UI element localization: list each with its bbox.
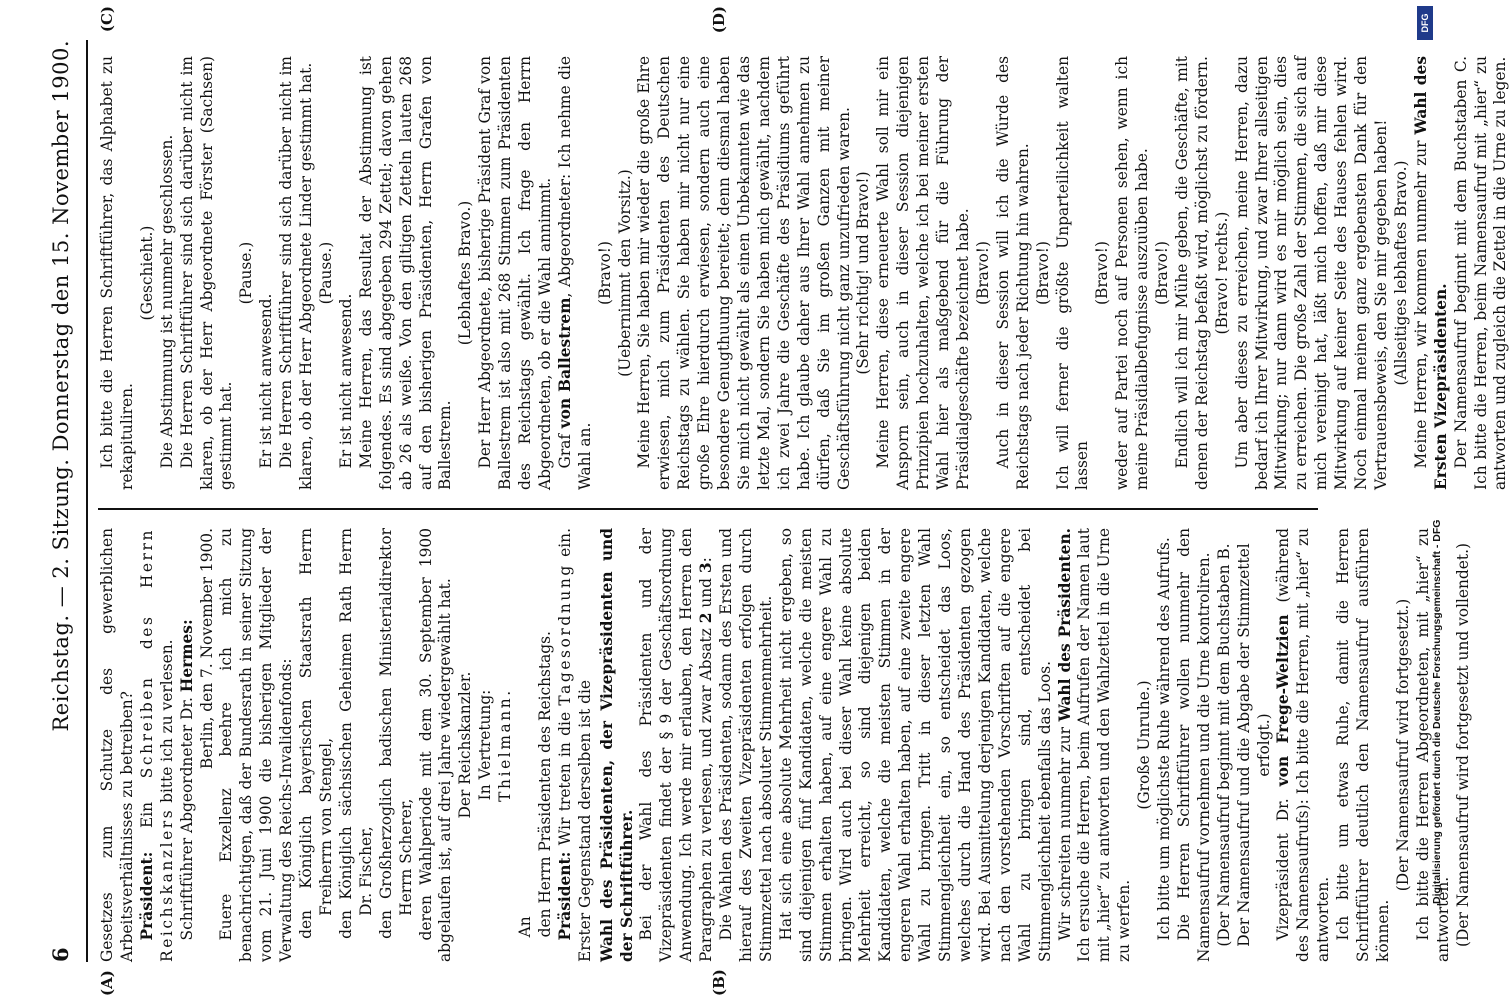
letter-signature-note: In Vertretung: (476, 689, 495, 801)
paragraph: Ich will ferner die größte Unparteilichkeit walten lassen (1053, 56, 1092, 490)
margin-marker-b: (B) (710, 969, 728, 996)
page-header (48, 40, 78, 962)
margin-marker-d: (D) (710, 6, 728, 34)
stage-note: (Geschieht.) (137, 225, 156, 321)
paragraph: Die Herren Schriftführer sind sich darüber nicht im klaren, ob der Herr Abgeordnete Linder gestimmt hat. (277, 56, 316, 490)
paragraph: Endlich will ich mir Mühe geben, die Geschäfte, mit denen der Reichstag befaßt wird, möglichst zu fördern. (1172, 56, 1211, 490)
paragraph: Der Herr Abgeordnete, bisherige Präsident Graf von Ballestrem ist also mit 268 Stimmen zum Präsidenten des Reichstags gewählt. Ich frage den Herrn Abgeordneten, ob er die Wahl annimmt. (476, 56, 554, 490)
spaced-term: Schreiben des Herrn Reichskanzlers (137, 528, 176, 962)
paragraph: Auch in dieser Session will ich die Würde des Reichstags nach jeder Richtung hin wahren. (993, 56, 1032, 490)
column-divider (98, 508, 1318, 510)
paragraph: Die Herren Schriftführer wollen nunmehr den Namensaufruf vornehmen und die Urne kontroliren. (1174, 528, 1213, 962)
agenda-heading: Wahl des Präsidenten, der Vizepräsidenten und der Schriftführer. (597, 528, 636, 962)
stage-note: (Bravo!) (1033, 241, 1052, 305)
quoted-rule: Hat sich eine absolute Mehrheit nicht ergeben, so sind diejenigen fünf Kandidaten, welche die meisten Stimmen erhalten haben, auf eine engere Wahl zu bringen. Wird auch bei dieser Wahl keine absolute Mehrheit erreicht, so sind diejenigen beiden Kandidaten, welche die meisten Stimmen in der engeren Wahl erhalten haben, auf eine zweite engere Wahl zu bringen. Tritt in dieser letzten Wahl Stimmengleichheit ein, so entscheidet das Loos, welches durch die Hand des Präsidenten gezogen wird. Bei Ausmittelung derjenigen Kandidaten, welche nach den vorstehenden Vorschriften auf die engere Wahl zu bringen sind, entscheidet bei Stimmengleichheit ebenfalls das Loos. (776, 528, 1054, 962)
stage-note: (Bravo!) (1153, 241, 1172, 305)
paragraph: Bei der Wahl des Präsidenten und der Vizepräsidenten findet der § 9 der Geschäftsordnung Anwendung. Ich werde mir erlauben, den Herren den Paragraphen zu verlesen, und zwar Absatz 2 und 3: (637, 528, 716, 962)
paragraph: Die Abstimmung ist nunmehr geschlossen. (157, 134, 176, 469)
letter-signature-name: Thielmann. (496, 688, 515, 802)
letter-list-item: den Großherzoglich badischen Ministerialdirektor Herrn Scherer, (376, 528, 415, 939)
paragraph: Meine Herren, diese erneuerte Wahl soll mir ein Ansporn sein, auch in dieser Session diejenigen Prinzipien hochzuhalten, welche ich bei meiner ersten Wahl hier als maßgebend für die Führung der Präsidialgeschäfte bezeichnet habe. (874, 56, 972, 490)
speaker: Präsident: (555, 851, 574, 941)
letter-dateline: Berlin, den 7. November 1900. (197, 528, 216, 770)
paragraph: Meine Herren, Sie haben mir wieder die große Ehre erwiesen, mich zum Präsidenten des Deutschen Reichstags zu wählen. Sie haben mir nicht nur eine große Ehre hierdurch erwiesen, sondern auch eine besondere Genugthuung bereitet; denn diesmal haben Sie mich nicht gewählt als einen Unbekannten wie das letzte Mal, sondern Sie haben mich gewählt, nachdem ich zwei Jahre die Geschäfte des Präsidiums geführt habe. Ich glaube daher aus Ihrer Wahl annehmen zu dürfen, daß Sie im großen Ganzen mit meiner Geschäftsführung nicht ganz unzufrieden waren. (635, 56, 853, 490)
paragraph: Wir schreiten nunmehr zur Wahl des Präsidenten. Ich ersuche die Herren, beim Aufrufen der Namen laut mit „hier“ zu antworten und den Wahlzettel in die Urne zu werfen. (1055, 528, 1134, 962)
paragraph: Der Namensaufruf beginnt mit dem Buchstaben C. Ich bitte die Herren, beim Namensaufruf mit „hier“ zu antworten und zugleich die Zettel in die Urne zu legen. (1451, 56, 1510, 490)
paragraph: Ich bitte die Herren Abgeordneten, mit „hier“ zu antworten. (1413, 528, 1452, 962)
paragraph: Präsident: Ein Schreiben des Herrn Reichskanzlers bitte ich zu verlesen. (137, 528, 176, 962)
emphasis: Wahl des Präsidenten. (1055, 528, 1074, 722)
margin-marker-a: (A) (98, 970, 116, 996)
stage-note: (Bravo! rechts.) (1212, 211, 1231, 335)
stage-note: (Allseitiges lebhaftes Bravo.) (1391, 160, 1410, 386)
paragraph: Meine Herren, das Resultat der Abstimmung ist folgendes. Es sind abgegeben 294 Zettel; davon gehen ab 26 als weiße. Von den giltigen Zetteln lauten 268 auf den bisherigen Präsidenten, Herrn Grafen von Ballestrem. (356, 56, 455, 490)
stage-note: (Bravo!) (1093, 241, 1112, 305)
spaced-term: Tagesordnung (555, 563, 574, 706)
stage-note: (Pause.) (237, 241, 256, 305)
dfg-logo: DFG (1417, 6, 1433, 40)
paragraph: Meine Herren, wir kommen nunmehr zur Wahl des Ersten Vizepräsidenten. (1411, 56, 1450, 490)
page-number: 6 (48, 946, 73, 962)
stage-note: (Sehr richtig! und Bravo!) (854, 171, 873, 375)
letter-address: den Herrn Präsidenten des Reichstags. (535, 631, 554, 938)
letter-list-item: den Königlich sächsischen Geheimen Rath Herrn Dr. Fischer, (336, 528, 375, 939)
quoted-rule: Die Wahlen des Präsidenten, sodann des Ersten und hierauf des Zweiten Vizepräsidenten erfolgen durch Stimmzettel nach absoluter Stimmenmehrheit. (717, 528, 775, 962)
right-column (98, 55, 1510, 508)
letter-paragraph: deren Wahlperiode mit dem 30. September 1900 abgelaufen ist, auf drei Jahre wiedergewählt hat. (416, 528, 455, 962)
speaker: von Frege-Weltzien (1274, 614, 1293, 787)
paragraph: Er ist nicht anwesend. (336, 293, 355, 469)
paragraph: Graf von Ballestrem, Abgeordneter: Ich nehme die Wahl an. (555, 55, 594, 490)
paragraph: Vizepräsident Dr. von Frege-Weltzien (während des Namensaufrufs): Ich bitte die Herren, mit „hier“ zu antworten. (1274, 528, 1333, 962)
speaker: Präsident: (137, 851, 156, 941)
letter-signature-role: Der Reichskanzler. (456, 671, 475, 819)
paragraph: weder auf Partei noch auf Personen sehen, wenn ich meine Präsidialbefugnisse auszuüben habe. (1113, 56, 1152, 490)
letter-list-item: den Königlich bayerischen Staatsrath Herrn Freiherrn von Stengel, (297, 528, 335, 939)
paragraph: Ich bitte um etwas Ruhe, damit die Herren Schriftführer deutlich den Namensaufruf ausführen können. (1334, 528, 1392, 962)
speaker: Hermes: (177, 619, 196, 693)
paragraph: Gesetzes zum Schutze des gewerblichen Arbeitsverhältnisses zu betreiben? (98, 528, 136, 962)
stage-note: (Große Unruhe.) (1135, 680, 1154, 810)
stage-note: (Der Namensaufruf wird fortgesetzt.) (1393, 598, 1412, 892)
stage-note: (Bravo!) (973, 241, 992, 305)
stage-note: (Der Namensaufruf wird fortgesetzt und vollendet.) (1453, 543, 1472, 947)
header-rule (86, 40, 88, 962)
paragraph: Um aber dieses zu erreichen, meine Herren, dazu bedarf ich Ihrer Mitwirkung, und zwar Ihrer allseitigen Mitwirkung; nur dann wird es mir möglich sein, dies zu erreichen. Die große Zahl der Stimmen, die sich auf mich vereinigt hat, läßt mich hoffen, daß mir diese Mitwirkung auf keiner Seite des Hauses fehlen wird. Noch einmal meinen ganz ergebensten Dank für den Vertrauensbeweis, den Sie mir gegeben haben! (1232, 56, 1390, 490)
emphasis: Wahl des Ersten Vizepräsidenten. (1411, 56, 1450, 490)
paragraph: Er ist nicht anwesend. (257, 293, 276, 469)
paragraph: Die Herren Schriftführer sind sich darüber nicht im klaren, ob der Herr Abgeordnete Förster (Sachsen) gestimmt hat. (177, 56, 236, 490)
paragraph: Ich bitte die Herren Schriftführer, das Alphabet zu rekapituliren. (98, 56, 136, 490)
running-title: Reichstag. — 2. Sitzung. Donnerstag den 15. November 1900. (49, 40, 73, 732)
stage-note: (Der Namensaufruf beginnt mit dem Buchstaben B. Der Namensaufruf und die Abgabe der Stimmzettel erfolgt.) (1214, 543, 1273, 947)
speaker: von Ballestrem (555, 297, 574, 429)
credit-text: Digitalisierung gefördert durch die Deutsche Forschungsgemeinschaft - DFG (1431, 519, 1443, 904)
stage-note: (Bravo!) (595, 241, 614, 305)
paragraph: Schriftführer Abgeordneter Dr. Hermes: (177, 619, 196, 941)
stage-note: (Uebernimmt den Vorsitz.) (615, 169, 634, 377)
stage-note: (Lebhaftes Bravo.) (456, 200, 475, 346)
paragraph: Ich bitte um möglichste Ruhe während des Aufrufs. (1155, 537, 1174, 941)
paragraph: Präsident: Wir treten in die Tagesordnung ein. Erster Gegenstand derselben ist die (555, 528, 594, 962)
letter-address: An (516, 916, 535, 938)
margin-marker-c: (C) (98, 6, 116, 33)
stage-note: (Pause.) (316, 241, 335, 305)
letter-paragraph: Euere Exzellenz beehre ich mich zu benachrichtigen, daß der Bundesrath in seiner Sitzung vom 21. Juni 1900 die bisherigen Mitglieder der Verwaltung des Reichs-Invalidenfonds: (217, 528, 296, 962)
